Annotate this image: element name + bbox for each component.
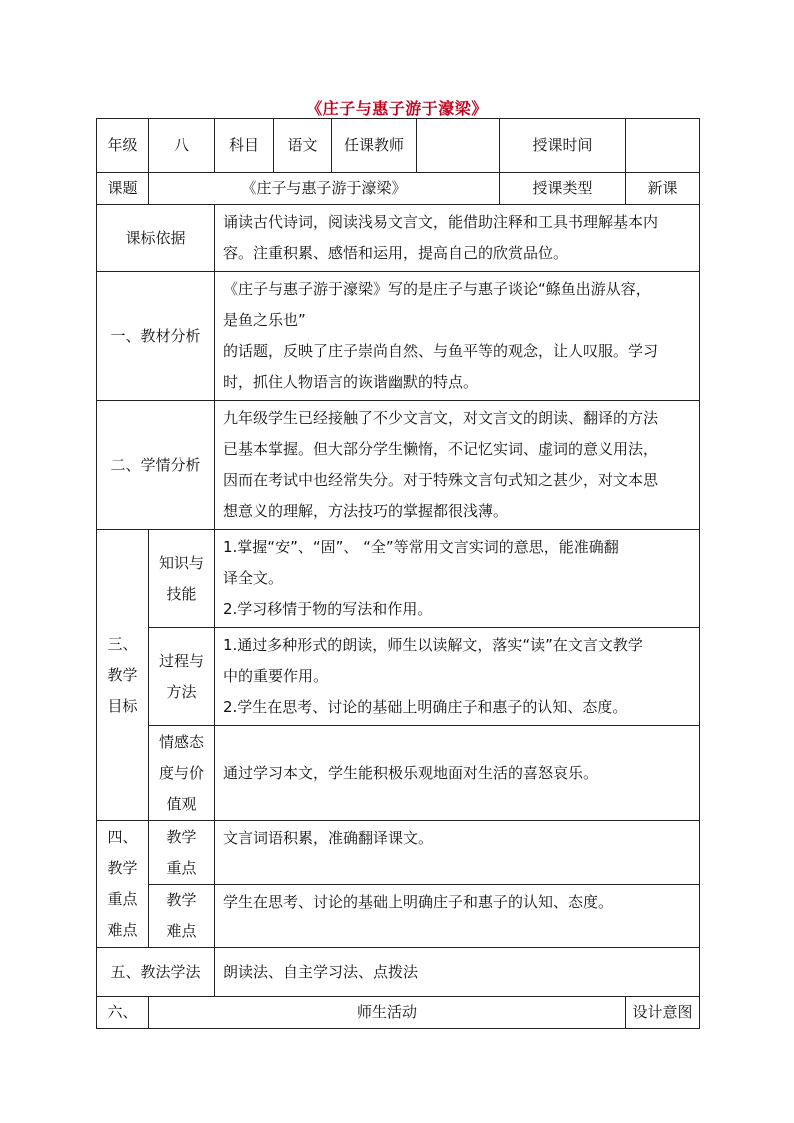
row-learner-analysis bbox=[97, 401, 700, 530]
learner-line: 因而在考试中也经常失分。对于特殊文言句式知之甚少，对文本思 bbox=[223, 471, 659, 489]
time-label: 授课时间 bbox=[500, 119, 626, 173]
learner-line: 九年级学生已经接触了不少文言文，对文言文的朗读、翻译的方法 bbox=[223, 409, 659, 427]
row-curriculum-basis bbox=[97, 205, 700, 272]
basis-content bbox=[215, 205, 700, 272]
row-methods bbox=[97, 948, 700, 997]
knowledge-content bbox=[215, 530, 700, 628]
material-line: 时，抓住人物语言的诙谐幽默的特点。 bbox=[223, 373, 479, 391]
difficulty-content: 学生在思考、讨论的基础上明确庄子和惠子的认知、态度。 bbox=[215, 885, 700, 948]
topic-value: 《庄子与惠子游于濠梁》 bbox=[149, 173, 500, 205]
basis-line: 诵读古代诗词，阅读浅易文言文，能借助注释和工具书理解基本内 bbox=[223, 213, 659, 231]
process-line: 1.通过多种形式的朗读，师生以读解文，落实“读”在文言文教学 bbox=[223, 636, 643, 654]
material-content bbox=[215, 272, 700, 401]
row-goal-knowledge bbox=[97, 530, 700, 628]
material-label: 一、教材分析 bbox=[97, 272, 215, 401]
intent-header: 设计意图 bbox=[626, 997, 700, 1029]
process-content bbox=[215, 628, 700, 726]
material-line: 的话题，反映了庄子崇尚自然、与鱼平等的观念，让人叹服。学习 bbox=[223, 342, 659, 360]
grade-label: 年级 bbox=[97, 119, 149, 173]
type-label: 授课类型 bbox=[500, 173, 626, 205]
row-activities-header bbox=[97, 997, 700, 1029]
knowledge-line: 译全文。 bbox=[223, 569, 284, 587]
subject-label: 科目 bbox=[215, 119, 274, 173]
knowledge-line: 1.掌握“安”、“固”、 “全”等常用文言实词的意思，能准确翻 bbox=[223, 538, 619, 556]
emotion-line: 通过学习本文，学生能积极乐观地面对生活的喜怒哀乐。 bbox=[223, 763, 599, 782]
methods-label: 五、教法学法 bbox=[97, 948, 215, 997]
subject-value: 语文 bbox=[274, 119, 332, 173]
learner-label: 二、学情分析 bbox=[97, 401, 215, 530]
basis-line: 容。注重积累、感悟和运用，提高自己的欣赏品位。 bbox=[223, 244, 569, 262]
process-line: 2.学生在思考、讨论的基础上明确庄子和惠子的认知、态度。 bbox=[223, 698, 628, 716]
row-key-focus bbox=[97, 821, 700, 885]
key-label: 四、 教学 重点 难点 bbox=[97, 821, 149, 948]
basis-label: 课标依据 bbox=[97, 205, 215, 272]
row-topic bbox=[97, 173, 700, 205]
section-six-label: 六、 bbox=[97, 997, 149, 1029]
teacher-label: 任课教师 bbox=[332, 119, 417, 173]
material-line: 是鱼之乐也” bbox=[223, 311, 306, 329]
teacher-value bbox=[417, 119, 500, 173]
row-goal-emotion bbox=[97, 726, 700, 821]
row-key-difficulty bbox=[97, 885, 700, 948]
topic-label: 课题 bbox=[97, 173, 149, 205]
type-value: 新课 bbox=[626, 173, 700, 205]
row-goal-process bbox=[97, 628, 700, 726]
emotion-label: 情感态 度与价 值观 bbox=[149, 726, 215, 821]
focus-label: 教学 重点 bbox=[149, 821, 215, 885]
learner-line: 想意义的理解，方法技巧的掌握都很浅薄。 bbox=[223, 502, 509, 520]
process-line: 中的重要作用。 bbox=[223, 667, 329, 685]
emotion-content bbox=[215, 726, 700, 821]
focus-content: 文言词语积累，准确翻译课文。 bbox=[215, 821, 700, 885]
activity-header: 师生活动 bbox=[149, 997, 626, 1029]
difficulty-label: 教学 难点 bbox=[149, 885, 215, 948]
row-basic-info bbox=[97, 119, 700, 173]
lesson-plan-table bbox=[96, 118, 700, 1029]
document-title: 《庄子与惠子游于濠梁》 bbox=[306, 99, 488, 118]
goals-label: 三、 教学 目标 bbox=[97, 530, 149, 821]
learner-content bbox=[215, 401, 700, 530]
time-value bbox=[626, 119, 700, 173]
process-label: 过程与 方法 bbox=[149, 628, 215, 726]
knowledge-line: 2.学习移情于物的写法和作用。 bbox=[223, 600, 433, 618]
knowledge-label: 知识与 技能 bbox=[149, 530, 215, 628]
grade-value: 八 bbox=[149, 119, 215, 173]
row-material-analysis bbox=[97, 272, 700, 401]
methods-content: 朗读法、自主学习法、点拨法 bbox=[215, 948, 700, 997]
material-line: 《庄子与惠子游于濠梁》写的是庄子与惠子谈论“鲦鱼出游从容， bbox=[223, 280, 651, 298]
learner-line: 已基本掌握。但大部分学生懒惰，不记忆实词、虚词的意义用法， bbox=[223, 440, 659, 458]
